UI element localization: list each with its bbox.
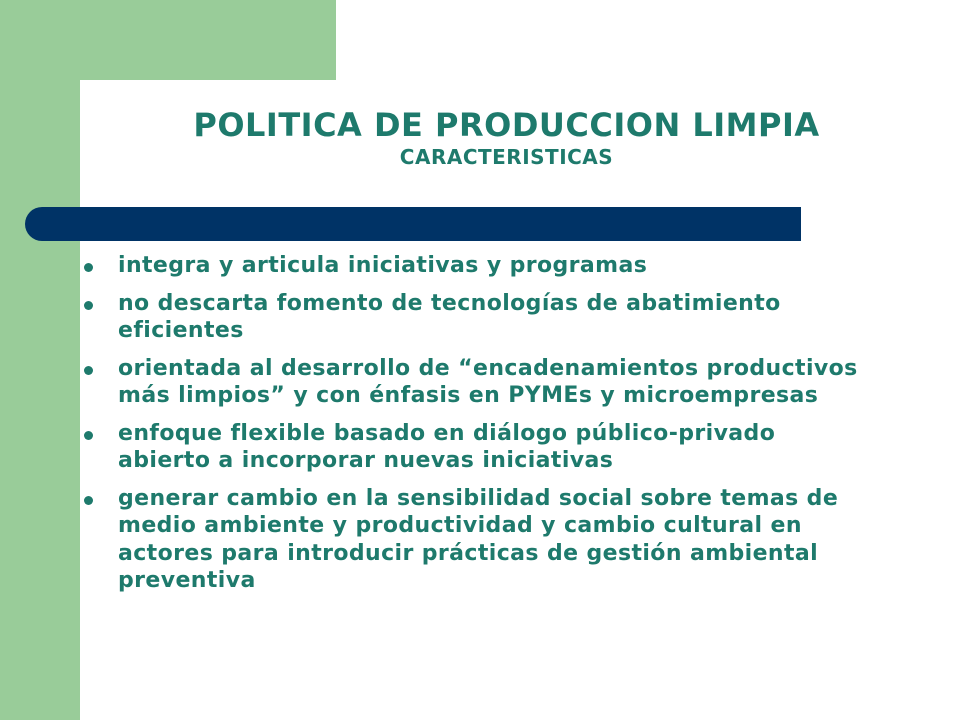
title-divider-bar <box>25 207 801 241</box>
title-block <box>80 106 933 170</box>
bullet-icon <box>84 366 93 375</box>
bullet-text: enfoque flexible basado en diálogo público-privado abierto a incorporar nuevas iniciativas <box>118 420 776 473</box>
slide-title: POLITICA DE PRODUCCION LIMPIA <box>193 106 820 144</box>
list-item <box>80 355 860 410</box>
top-green-band <box>80 0 336 80</box>
bullet-icon <box>84 431 93 440</box>
bullet-text: integra y articula iniciativas y programas <box>118 253 648 278</box>
list-item <box>80 420 860 475</box>
bullet-icon <box>84 263 93 272</box>
bullet-text: orientada al desarrollo de “encadenamientos productivos más limpios” y con énfasis en PYMEs y microempresas <box>118 355 858 408</box>
bullet-list <box>80 252 860 605</box>
list-item <box>80 252 860 280</box>
bullet-text: no descarta fomento de tecnologías de abatimiento eficientes <box>118 290 781 343</box>
bullet-icon <box>84 301 93 310</box>
slide-subtitle: CARACTERISTICAS <box>399 145 614 169</box>
list-item <box>80 290 860 345</box>
bullet-icon <box>84 496 93 505</box>
list-item <box>80 485 860 595</box>
left-green-band <box>0 0 80 720</box>
bullet-text: generar cambio en la sensibilidad social sobre temas de medio ambiente y productividad y cambio cultural en actores para introducir prácticas de gestión ambiental preventiva <box>118 485 839 593</box>
